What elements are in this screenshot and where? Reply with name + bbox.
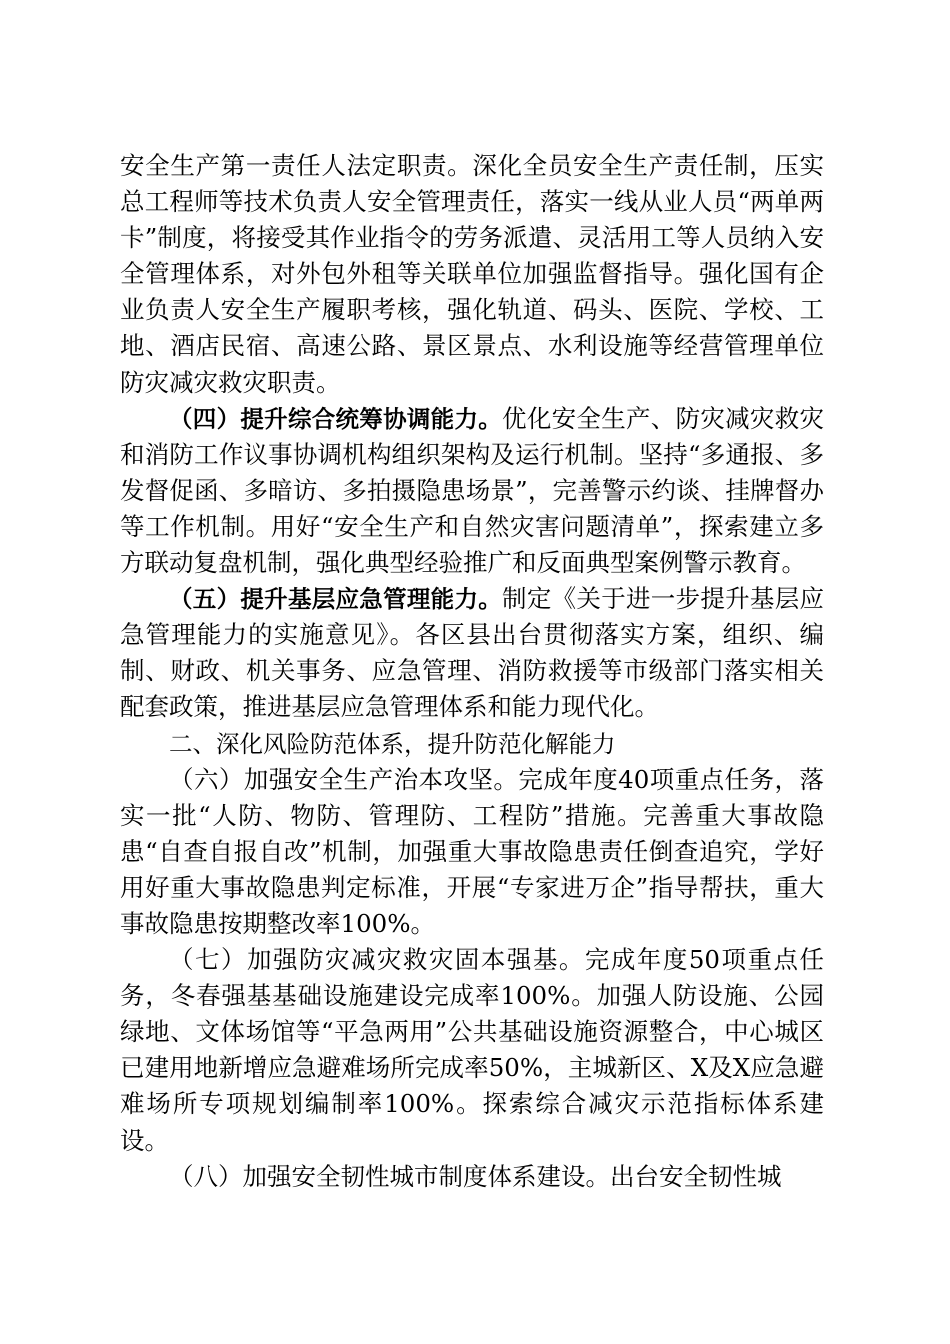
- paragraph-item-4: [120, 401, 824, 581]
- paragraph-item-5: [120, 581, 824, 725]
- item-4-title: （四）提升综合统筹协调能力。: [169, 404, 503, 433]
- item-5-title: （五）提升基层应急管理能力。: [169, 585, 503, 614]
- paragraph-item-6: （六）加强安全生产治本攻坚。完成年度40项重点任务，落实一批“人防、物防、管理防、工程防”措施。完善重大事故隐患“自查自报自改”机制，加强重大事故隐患责任倒查追究，学好用好重大事故隐患判定标准，开展“专家进万企”指导帮扶，重大事故隐患按期整改率100%。: [120, 764, 824, 938]
- paragraph-continuation: 安全生产第一责任人法定职责。深化全员安全生产责任制，压实总工程师等技术负责人安全管理责任，落实一线从业人员“两单两卡”制度，将接受其作业指令的劳务派遣、灵活用工等人员纳入安全管理体系，对外包外租等关联单位加强监督指导。强化国有企业负责人安全生产履职考核，强化轨道、码头、医院、学校、工地、酒店民宿、高速公路、景区景点、水利设施等经营管理单位防灾减灾救灾职责。: [120, 151, 824, 397]
- item-5-text: 制定《关于进一步提升基层应急管理能力的实施意见》。各区县出台贯彻落实方案，组织、编制、财政、机关事务、应急管理、消防救援等市级部门落实相关配套政策，推进基层应急管理体系和能力现代化。: [120, 584, 825, 722]
- item-4-text: 优化安全生产、防灾减灾救灾和消防工作议事协调机构组织架构及运行机制。坚持“多通报、多发督促函、多暗访、多拍摄隐患场景”，完善警示约谈、挂牌督办等工作机制。用好“安全生产和自然灾害问题清单”，探索建立多方联动复盘机制，强化典型经验推广和反面典型案例警示教育。: [120, 403, 825, 578]
- document-body: [120, 148, 824, 1195]
- section-heading-2: 二、深化风险防范体系，提升防范化解能力: [169, 729, 616, 758]
- paragraph-item-8: （八）加强安全韧性城市制度体系建设。出台安全韧性城: [169, 1161, 782, 1191]
- paragraph-item-7: （七）加强防灾减灾救灾固本强基。完成年度50项重点任务，冬春强基基础设施建设完成率100%。加强人防设施、公园绿地、文体场馆等“平急两用”公共基础设施资源整合，中心城区已建用地新增应急避难场所完成率50%，主城新区、X及X应急避难场所专项规划编制率100%。探索综合减灾示范指标体系建设。: [120, 945, 824, 1155]
